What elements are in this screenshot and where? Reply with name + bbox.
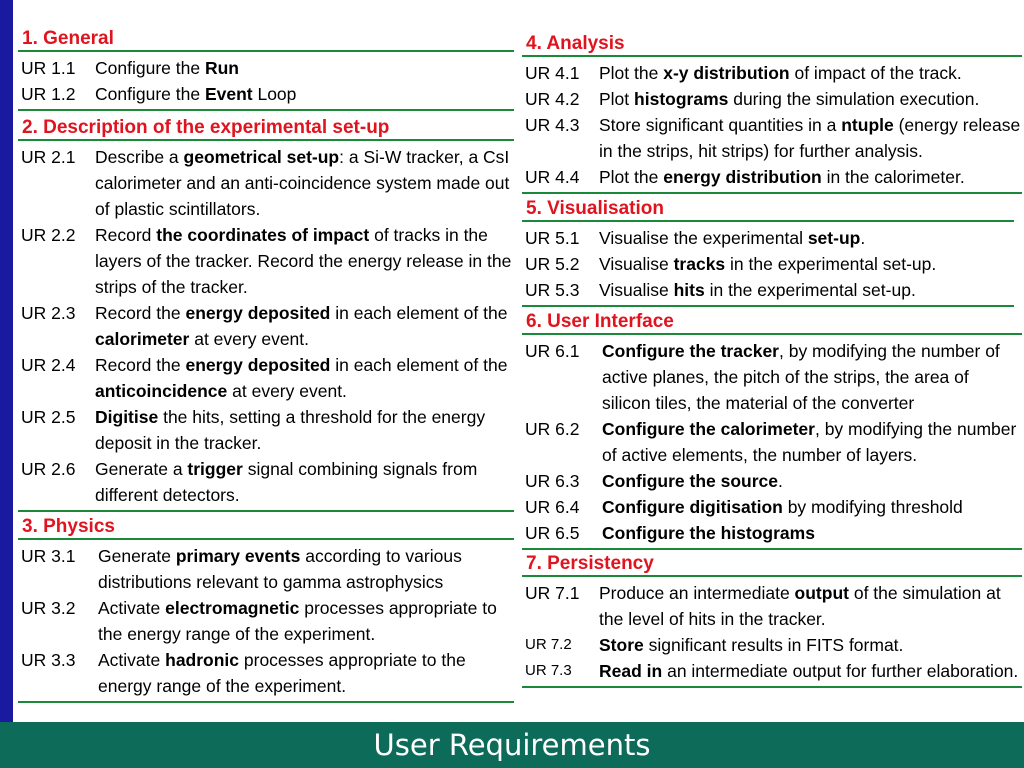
requirement-row: [522, 251, 1014, 277]
requirement-keyword: Digitise: [95, 407, 159, 427]
footer-title: User Requirements: [0, 722, 1024, 768]
requirement-keyword: energy deposited: [185, 355, 331, 375]
requirement-row: [18, 352, 514, 404]
requirement-row: [522, 277, 1014, 303]
requirement-text: [599, 112, 1022, 164]
section-title: 6. User Interface: [526, 311, 674, 332]
requirement-text: [599, 60, 1022, 86]
requirement-keyword: Configure the calorimeter: [602, 419, 815, 439]
requirement-row: [18, 55, 514, 81]
requirement-keyword: hits: [673, 280, 705, 300]
requirement-keyword: Event: [204, 84, 253, 104]
section-title: 7. Persistency: [526, 553, 654, 574]
requirement-row: [522, 86, 1022, 112]
requirement-keyword: trigger: [187, 459, 243, 479]
requirement-text-part: significant results in FITS format.: [643, 635, 904, 655]
requirement-id: UR 2.5: [21, 407, 76, 427]
section-title: 1. General: [22, 28, 114, 49]
section-title: 2. Description of the experimental set-up: [22, 117, 390, 138]
requirement-row: [18, 222, 514, 300]
section-divider: [18, 701, 514, 703]
requirement-id: UR 4.3: [525, 115, 580, 135]
requirement-text-part: Activate: [98, 650, 166, 670]
requirement-text-part: in the calorimeter.: [821, 167, 965, 187]
requirement-text-part: processes appropriate to the energy range of the experiment.: [98, 650, 466, 696]
requirement-text: [599, 225, 1014, 251]
requirement-row: [18, 404, 514, 456]
requirement-text: [95, 222, 514, 300]
requirement-text-part: .: [860, 228, 866, 248]
requirement-id: UR 2.6: [21, 459, 76, 479]
requirement-keyword: x-y distribution: [663, 63, 790, 83]
requirement-row: [18, 595, 514, 647]
requirement-id: UR 3.3: [21, 650, 76, 670]
requirement-id: UR 1.1: [21, 58, 76, 78]
requirement-keyword: set-up: [807, 228, 861, 248]
requirement-id: UR 3.2: [21, 598, 76, 618]
requirement-id: UR 4.4: [525, 167, 580, 187]
requirement-row: [522, 60, 1022, 86]
requirement-keyword: energy deposited: [185, 303, 331, 323]
requirement-keyword: Configure the source: [602, 471, 778, 491]
requirement-keyword: Configure the tracker: [602, 341, 779, 361]
requirement-row: [18, 456, 514, 508]
requirement-text-part: (energy release in the strips, hit strips) for further analysis.: [599, 115, 1021, 161]
requirement-text-part: in each element of the: [330, 303, 508, 323]
requirement-id: UR 3.1: [21, 546, 76, 566]
requirement-keyword: tracks: [673, 254, 726, 274]
requirement-keyword: primary events: [175, 546, 301, 566]
requirement-text-part: Plot the: [599, 167, 664, 187]
requirement-text: [599, 251, 1014, 277]
requirement-text-part: processes appropriate to the energy range of the experiment.: [98, 598, 497, 644]
requirement-text-part: Plot: [599, 89, 635, 109]
section-title: 4. Analysis: [526, 33, 625, 54]
requirement-keyword: geometrical set-up: [183, 147, 340, 167]
requirement-text: [98, 647, 514, 699]
requirement-text: [599, 632, 1022, 658]
requirement-text-part: in each element of the: [330, 355, 508, 375]
requirement-text: [95, 456, 514, 508]
requirement-id: UR 7.3: [525, 662, 572, 679]
requirement-id: UR 5.3: [525, 280, 580, 300]
requirement-row: [18, 647, 514, 699]
requirement-text-part: : a Si-W tracker, a CsI calorimeter and an anti-coincidence system made out of plastic scintillators.: [95, 147, 510, 219]
requirement-keyword: energy distribution: [663, 167, 822, 187]
requirement-keyword: Store: [599, 635, 644, 655]
requirement-row: [522, 338, 1022, 416]
requirement-text: [95, 404, 514, 456]
requirement-keyword: histograms: [634, 89, 729, 109]
requirement-id: UR 2.2: [21, 225, 76, 245]
section-analysis: [522, 33, 1022, 194]
requirement-text-part: Configure the: [95, 84, 205, 104]
requirement-text-part: signal combining signals from different detectors.: [95, 459, 478, 505]
requirement-text-part: Record: [95, 225, 157, 245]
requirement-text-part: of the simulation at the level of hits in the tracker.: [599, 583, 1001, 629]
requirement-row: [522, 468, 1022, 494]
requirement-row: [522, 658, 1022, 684]
requirement-text-part: of impact of the track.: [789, 63, 962, 83]
requirement-text: [599, 86, 1022, 112]
requirement-row: [522, 416, 1022, 468]
requirement-text: [95, 144, 514, 222]
requirement-id: UR 6.2: [525, 419, 580, 439]
requirement-row: [522, 225, 1014, 251]
requirement-id: UR 6.3: [525, 471, 580, 491]
requirement-text: [602, 416, 1022, 468]
requirement-id: UR 6.5: [525, 523, 580, 543]
requirement-row: [522, 112, 1022, 164]
requirement-id: UR 4.2: [525, 89, 580, 109]
requirement-keyword: Read in: [599, 661, 663, 681]
requirement-text-part: Record the: [95, 303, 186, 323]
requirement-text: [95, 55, 514, 81]
requirement-row: [522, 494, 1022, 520]
requirement-id: UR 7.2: [525, 636, 572, 653]
section-user-interface: [522, 311, 1022, 550]
section-physics: [18, 516, 514, 703]
requirement-keyword: the coordinates of impact: [156, 225, 370, 245]
requirement-row: [522, 520, 1022, 546]
requirement-text: [98, 543, 514, 595]
section-divider: [522, 548, 1022, 550]
requirement-text-part: , by modifying the number of active planes, the pitch of the strips, the area of silicon tiles, the material of the converter: [602, 341, 1000, 413]
section-divider: [522, 686, 1022, 688]
section-title: 3. Physics: [22, 516, 115, 537]
requirement-row: [522, 632, 1022, 658]
requirement-text-part: Describe a: [95, 147, 184, 167]
requirement-text-part: , by modifying the number of active elements, the number of layers.: [602, 419, 1017, 465]
section-divider: [522, 305, 1014, 307]
requirement-keyword: Run: [204, 58, 239, 78]
requirement-text-part: the hits, setting a threshold for the energy deposit in the tracker.: [95, 407, 486, 453]
requirement-row: [522, 164, 1022, 190]
requirement-text-part: during the simulation execution.: [728, 89, 980, 109]
requirement-keyword: ntuple: [841, 115, 894, 135]
requirement-text-part: .: [778, 471, 783, 491]
requirement-text-part: according to various distributions relevant to gamma astrophysics: [98, 546, 462, 592]
section-divider: [522, 192, 1022, 194]
requirement-text-part: of tracks in the layers of the tracker. Record the energy release in the strips of the tracker.: [95, 225, 512, 297]
requirement-id: UR 2.1: [21, 147, 76, 167]
requirement-id: UR 6.1: [525, 341, 580, 361]
section-title: 5. Visualisation: [526, 198, 664, 219]
requirement-id: UR 6.4: [525, 497, 580, 517]
requirement-row: [18, 543, 514, 595]
requirement-text-part: Generate: [98, 546, 176, 566]
requirement-text-part: Visualise: [599, 280, 674, 300]
requirement-keyword: anticoincidence: [95, 381, 228, 401]
requirement-text-part: an intermediate output for further elaboration.: [662, 661, 1019, 681]
requirement-text: [98, 595, 514, 647]
requirement-text: [599, 277, 1014, 303]
requirement-row: [18, 81, 514, 107]
requirement-text-part: at every event.: [189, 329, 310, 349]
section-persistency: [522, 553, 1022, 688]
requirement-row: [522, 580, 1022, 632]
requirement-row: [18, 300, 514, 352]
section-general: [18, 28, 514, 111]
requirement-text: [599, 658, 1022, 684]
requirement-text: [602, 520, 1022, 546]
requirement-text-part: in the experimental set-up.: [704, 280, 916, 300]
section-divider: [18, 109, 514, 111]
requirement-text-part: Visualise: [599, 254, 674, 274]
requirement-text-part: Generate a: [95, 459, 188, 479]
requirement-text-part: Configure the: [95, 58, 205, 78]
requirement-text-part: Record the: [95, 355, 186, 375]
section-divider: [18, 510, 514, 512]
requirement-id: UR 2.3: [21, 303, 76, 323]
requirement-text-part: Activate: [98, 598, 166, 618]
requirement-row: [18, 144, 514, 222]
section-experimental-setup: [18, 117, 514, 512]
requirement-text: [599, 580, 1022, 632]
requirement-text-part: by modifying threshold: [782, 497, 963, 517]
requirement-text-part: Store significant quantities in a: [599, 115, 842, 135]
requirement-text-part: Visualise the experimental: [599, 228, 808, 248]
requirement-text: [602, 494, 1022, 520]
requirement-text: [95, 352, 514, 404]
requirement-text-part: Plot the: [599, 63, 664, 83]
requirement-text-part: at every event.: [227, 381, 347, 401]
requirement-id: UR 5.1: [525, 228, 580, 248]
requirement-keyword: Configure the histograms: [602, 523, 815, 543]
requirement-text: [602, 338, 1022, 416]
requirement-keyword: electromagnetic: [165, 598, 300, 618]
requirement-text-part: Produce an intermediate: [599, 583, 795, 603]
requirement-text-part: Loop: [252, 84, 297, 104]
requirement-keyword: hadronic: [165, 650, 240, 670]
requirement-id: UR 7.1: [525, 583, 580, 603]
requirement-text: [95, 300, 514, 352]
requirement-keyword: calorimeter: [95, 329, 190, 349]
requirement-id: UR 4.1: [525, 63, 580, 83]
requirement-text: [602, 468, 1022, 494]
requirement-keyword: Configure digitisation: [602, 497, 783, 517]
requirement-id: UR 5.2: [525, 254, 580, 274]
requirement-id: UR 1.2: [21, 84, 76, 104]
requirement-text: [95, 81, 514, 107]
requirement-id: UR 2.4: [21, 355, 76, 375]
section-visualisation: [522, 198, 1014, 307]
requirement-text-part: in the experimental set-up.: [725, 254, 937, 274]
left-accent-bar: [0, 0, 13, 722]
requirement-text: [599, 164, 1022, 190]
requirement-keyword: output: [794, 583, 849, 603]
